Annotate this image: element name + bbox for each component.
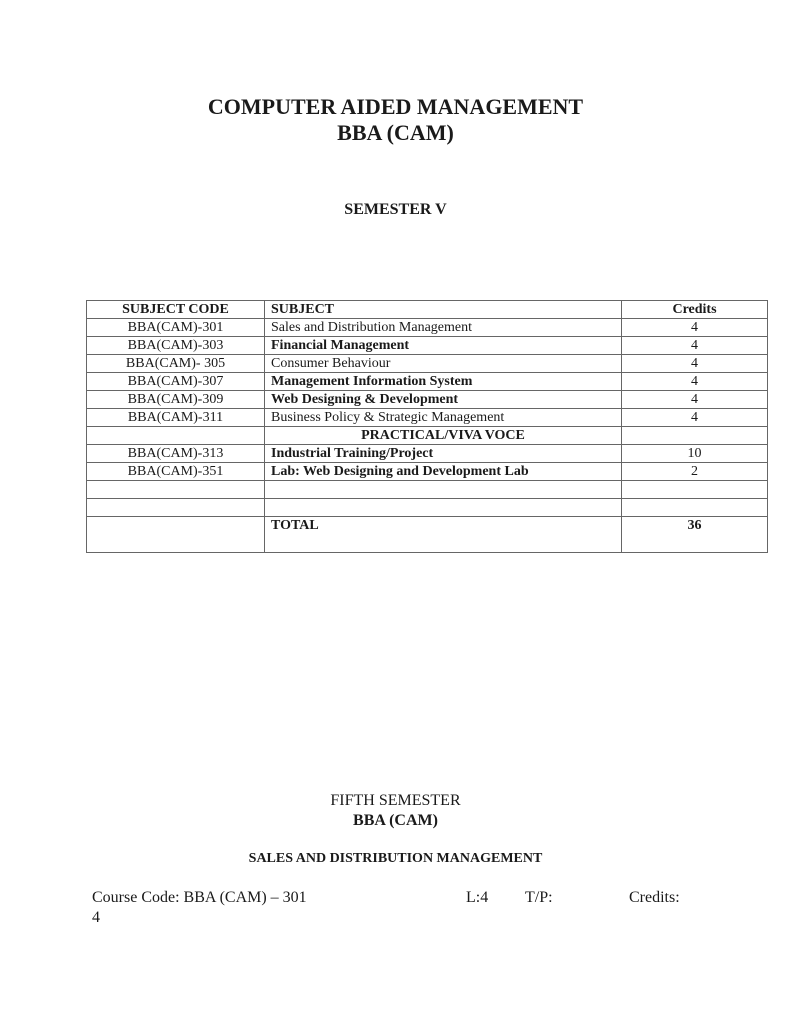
subject-code-cell: BBA(CAM)-313: [87, 445, 265, 463]
course-title: SALES AND DISTRIBUTION MANAGEMENT: [248, 851, 543, 866]
title-line-1: COMPUTER AIDED MANAGEMENT: [207, 94, 584, 119]
empty-cell: [622, 427, 768, 445]
header-subject: SUBJECT: [265, 301, 622, 319]
subject-code-cell: BBA(CAM)-301: [87, 319, 265, 337]
fifth-semester-heading: [0, 791, 791, 831]
subject-name-cell: Business Policy & Strategic Management: [265, 409, 622, 427]
empty-cell: [87, 427, 265, 445]
total-value: 36: [622, 517, 768, 553]
credits-cell: 4: [622, 373, 768, 391]
empty-cell: [87, 499, 265, 517]
empty-row: [87, 481, 768, 499]
empty-cell: [622, 481, 768, 499]
practical-heading: PRACTICAL/VIVA VOCE: [265, 427, 622, 445]
table-row: [87, 409, 768, 427]
subject-code-cell: BBA(CAM)- 305: [87, 355, 265, 373]
subject-code-cell: BBA(CAM)-303: [87, 337, 265, 355]
subject-code-cell: BBA(CAM)-311: [87, 409, 265, 427]
credits-cell: 4: [622, 409, 768, 427]
subject-name-cell: Management Information System: [265, 373, 622, 391]
subject-name-cell: Industrial Training/Project: [265, 445, 622, 463]
subject-name-cell: Consumer Behaviour: [265, 355, 622, 373]
table-row: [87, 463, 768, 481]
table-row: [87, 319, 768, 337]
credits-label: Credits:: [629, 889, 680, 906]
empty-cell: [265, 481, 622, 499]
program-label: BBA (CAM): [353, 812, 438, 829]
subject-name-cell: Web Designing & Development: [265, 391, 622, 409]
credits-cell: 4: [622, 355, 768, 373]
credits-cell: 2: [622, 463, 768, 481]
table-header-row: [87, 301, 768, 319]
empty-cell: [87, 481, 265, 499]
lecture-hours: L:4: [466, 889, 489, 906]
table-row: [87, 391, 768, 409]
credits-cell: 4: [622, 391, 768, 409]
subject-name-cell: Financial Management: [265, 337, 622, 355]
empty-row: [87, 499, 768, 517]
credits-cell: 4: [622, 319, 768, 337]
table-row: [87, 445, 768, 463]
semester-heading: SEMESTER V: [344, 201, 447, 218]
course-code: Course Code: BBA (CAM) – 301: [92, 889, 307, 906]
table-row: [87, 355, 768, 373]
subject-code-cell: BBA(CAM)-351: [87, 463, 265, 481]
empty-cell: [265, 499, 622, 517]
page-title: [0, 94, 791, 146]
header-credits: Credits: [622, 301, 768, 319]
table-row: [87, 337, 768, 355]
empty-cell: [87, 517, 265, 553]
subject-code-cell: BBA(CAM)-307: [87, 373, 265, 391]
credits-value: 4: [92, 909, 100, 926]
title-line-2: BBA (CAM): [337, 120, 454, 145]
empty-cell: [622, 499, 768, 517]
total-label: TOTAL: [265, 517, 622, 553]
subject-name-cell: Lab: Web Designing and Development Lab: [265, 463, 622, 481]
subject-name-cell: Sales and Distribution Management: [265, 319, 622, 337]
table-row: [87, 373, 768, 391]
fifth-semester-label: FIFTH SEMESTER: [330, 792, 461, 809]
practical-heading-row: [87, 427, 768, 445]
subject-code-cell: BBA(CAM)-309: [87, 391, 265, 409]
header-subject-code: SUBJECT CODE: [87, 301, 265, 319]
subjects-table: [86, 300, 768, 553]
credits-cell: 4: [622, 337, 768, 355]
credits-cell: 10: [622, 445, 768, 463]
total-row: [87, 517, 768, 553]
tutorial-practical: T/P:: [525, 889, 553, 906]
